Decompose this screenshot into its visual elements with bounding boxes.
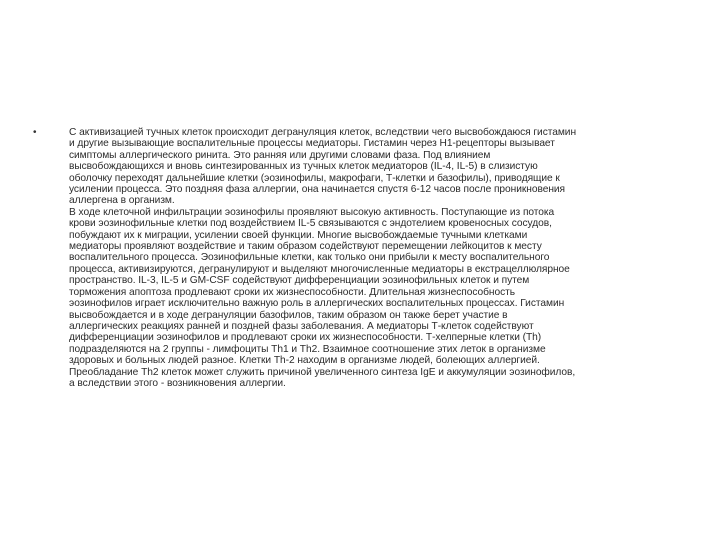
text-line: симптомы аллергического ринита. Это ранняя или другими словами фаза. Под влиянием: [69, 149, 491, 161]
text-line: крови эозинофильные клетки под воздействием IL-5 связываются с эндотелием кровеносных сосудов,: [69, 218, 552, 230]
text-line: торможения апоптоза продлевают сроки их жизнеспособности. Длительная жизнеспособность: [69, 286, 516, 298]
text-line: дифференциации эозинофилов и продлевают сроки их жизнеспособности. Т-хелперные клетки (Th): [69, 332, 542, 344]
text-line: побуждают их к миграции, усилении своей функции. Многие высвобождаемые тучными клетками: [69, 229, 528, 241]
text-line: пространство. IL-3, IL-5 и GM-CSF содействуют дифференциации эозинофильных клеток и путем: [69, 275, 530, 287]
body-text: [69, 127, 719, 389]
text-line: и другие вызывающие воспалительные процессы медиаторы. Гистамин через Н1-рецепторы вызывает: [69, 138, 555, 150]
text-line: С активизацией тучных клеток происходит дегрануляция клеток, вследствии чего высвобождаюся гистамин: [69, 127, 577, 138]
text-line: воспалительного процесса. Эозинофильные клетки, как только они прибыли к месту воспалительного: [69, 252, 550, 264]
bullet-marker: •: [33, 127, 37, 138]
text-line: здоровых и больных людей разное. Клетки Th-2 находим в организме людей, болеющих аллергией.: [69, 355, 540, 367]
text-line: эозинофилов играет исключительно важную роль в аллергических воспалительных процессах. Гистамин: [69, 298, 565, 310]
text-line: подразделяются на 2 группы - лимфоциты Th1 и Th2. Взаимное соотношение этих леток в организме: [69, 343, 546, 355]
text-line: медиаторы проявляют воздействие и таким образом содействуют перемещении лейкоцитов к месту: [69, 241, 542, 253]
text-line: аллергена в организм.: [69, 195, 175, 207]
text-line: В ходе клеточной инфильтрации эозинофилы проявляют высокую активность. Поступающие из потока: [69, 206, 555, 218]
text-line: высвобождается и в ходе дегрануляции базофилов, таким образом он также берет участие в: [69, 309, 508, 321]
text-line: Преобладание Th2 клеток может служить причиной увеличенного синтеза IgE и аккумуляции эозинофилов,: [69, 366, 576, 378]
text-line: аллергических реакциях ранней и поздней фазы заболевания. А медиаторы Т-клеток содействуют: [69, 320, 534, 332]
text-line: высвобождающихся и вновь синтезированных из тучных клеток медиаторов (IL-4, IL-5) в слизистую: [69, 161, 538, 173]
text-line: процесса, активизируются, дегранулируют и выделяют многочисленные медиаторы в екстрацеллюлярное: [69, 263, 570, 275]
text-line: усилении процесса. Это поздняя фаза аллергии, она начинается спустя 6-12 часов после проникновения: [69, 184, 566, 196]
text-line: а вследствии этого - возникновения аллергии.: [69, 377, 286, 389]
text-line: оболочку переходят дальнейшие клетки (эозинофилы, макрофаги, Т-клетки и базофилы), приводящие к: [69, 172, 560, 184]
